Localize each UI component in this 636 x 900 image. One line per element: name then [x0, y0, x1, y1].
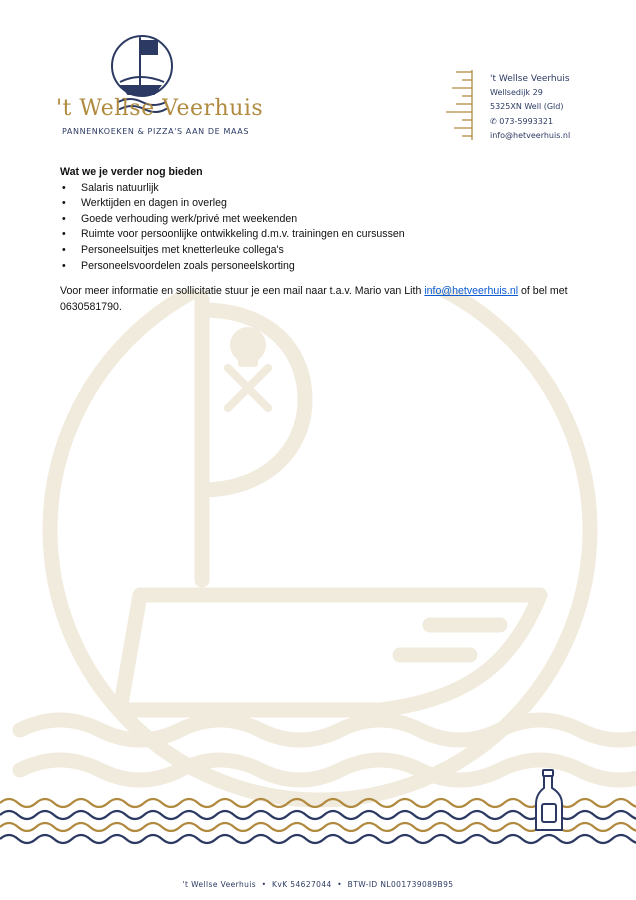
brand-tagline: PANNENKOEKEN & PIZZA'S AAN DE MAAS [62, 127, 250, 136]
footer-kvk: KvK 54627044 [272, 880, 332, 889]
benefits-heading: Wat we je verder nog bieden [60, 166, 203, 178]
list-item: • Personeelsuitjes met knetterleuke collega's [60, 243, 580, 259]
letter-body [60, 165, 580, 315]
contact-street: Wellsedijk 29 [490, 88, 543, 98]
list-item: • Personeelsvoordelen zoals personeelskorting [60, 259, 580, 275]
phone-icon: ✆ [490, 116, 497, 126]
footer-separator: • [337, 880, 343, 889]
contact-phone-row [490, 115, 570, 129]
footer-name: 't Wellse Veerhuis [182, 880, 257, 889]
list-item: • Ruimte voor persoonlijke ontwikkeling d.m.v. trainingen en cursussen [60, 227, 580, 243]
contact-email[interactable]: info@hetveerhuis.nl [490, 130, 571, 140]
footer-btw: BTW-ID NL001739089B95 [347, 880, 454, 889]
contact-name: 't Wellse Veerhuis [490, 74, 570, 84]
ruler-icon [442, 68, 482, 142]
contact-block [490, 72, 570, 143]
list-item: • Werktijden en dagen in overleg [60, 196, 580, 212]
list-item: • Goede verhouding werk/privé met weekenden [60, 212, 580, 228]
list-item: • Salaris natuurlijk [60, 181, 580, 197]
contact-city: 5325XN Well (Gld) [490, 102, 564, 112]
footer-separator: • [261, 880, 267, 889]
email-link[interactable]: info@hetveerhuis.nl [424, 285, 519, 298]
contact-text-after: of bel met 0630581790. [60, 285, 568, 313]
pirate-ship-watermark [0, 290, 636, 830]
contact-paragraph [60, 284, 580, 315]
contact-phone: 073-5993321 [499, 116, 554, 126]
bottle-icon [530, 768, 582, 836]
brand-name: 't Wellse Veerhuis [56, 96, 264, 121]
footer [0, 880, 636, 889]
contact-text-before: Voor meer informatie en sollicitatie stuur je een mail naar t.a.v. Mario van Lith [60, 285, 425, 298]
benefits-list [60, 181, 580, 275]
